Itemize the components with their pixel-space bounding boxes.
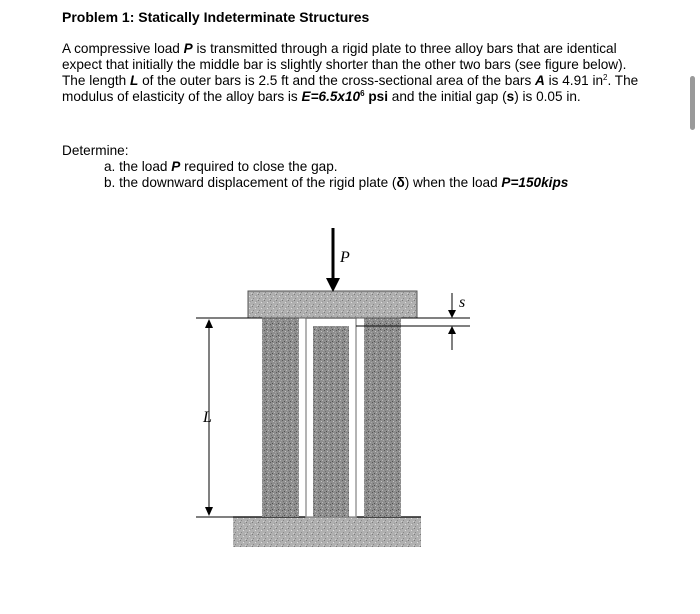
determine-heading: Determine: <box>62 143 129 158</box>
modulus-value: E=6.5x10 <box>301 88 361 104</box>
rigid-plate <box>248 291 417 318</box>
statement-text-7: ) is 0.05 in. <box>514 88 581 104</box>
problem-title: Problem 1: Statically Indeterminate Structures <box>62 9 370 25</box>
question-b-load-value: P=150kips <box>501 175 569 190</box>
outer-bar-right <box>364 318 401 517</box>
modulus-unit: psi <box>364 88 388 104</box>
area-exponent: 2 <box>603 72 608 82</box>
gap-label: s <box>459 294 466 311</box>
modulus-exponent: 6 <box>360 88 365 98</box>
load-symbol: P <box>183 41 193 56</box>
question-a-suffix: required to close the gap. <box>180 159 338 174</box>
ground-base <box>233 517 421 547</box>
question-a-prefix: a. the load <box>104 159 172 174</box>
length-symbol: L <box>130 72 139 88</box>
statement-text-2: is transmitted through a rigid plate to three alloy bars that are identical expect that initially the middle bar is slightly shorter than the other two bars (see figure below). The length <box>62 41 627 88</box>
length-dim-arrow-bottom <box>205 507 213 516</box>
outer-bar-left <box>262 318 299 517</box>
load-label: P <box>340 249 350 266</box>
statement-text-3: of the outer bars is 2.5 ft and the cross-sectional area of the bars <box>138 72 536 88</box>
statement-text-1: A compressive load <box>62 41 184 56</box>
length-dim-arrow-top <box>205 319 213 328</box>
question-b-mid: ) when the load <box>404 175 502 190</box>
delta-symbol: δ <box>396 175 405 190</box>
middle-bar <box>313 326 349 517</box>
gap-dim-arrow-bottom <box>448 326 456 334</box>
load-arrow-head <box>326 278 340 292</box>
statement-text-5: . The modulus of elasticity of the alloy bars is <box>62 72 639 104</box>
gap-symbol: s <box>506 88 515 104</box>
question-b-prefix: b. the downward displacement of the rigid plate ( <box>104 175 397 190</box>
statement-text-6: and the initial gap ( <box>387 88 507 104</box>
gap-dim-arrow-top <box>448 310 456 318</box>
statement-text-4: is 4.91 in <box>544 72 604 88</box>
area-symbol: A <box>535 72 545 88</box>
question-a-load-symbol: P <box>171 159 181 174</box>
length-label: L <box>203 409 212 426</box>
